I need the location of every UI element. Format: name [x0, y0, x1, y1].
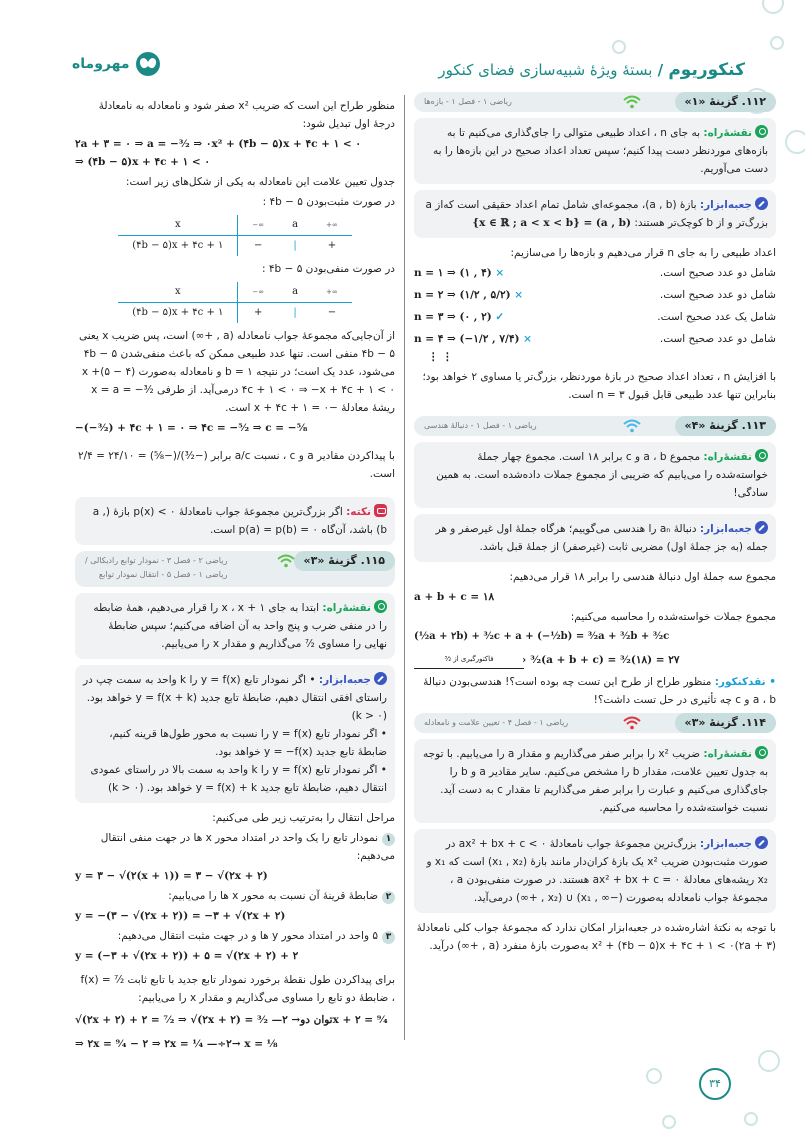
case-row [414, 286, 776, 304]
question-topic [85, 554, 227, 582]
sign-left: − [254, 240, 263, 251]
cross-icon: × [514, 289, 524, 301]
paragraph: در صورت منفی‌بودن ۴b − ۵ : [262, 263, 395, 275]
toolbox-item: • اگر نمودار تابع y = f(x) را k واحد به سمت چپ در راستای افقی انتقال دهیم، ضابطهٔ تابع جدید y = f(x + k) خواهد بود. (k > ۰) [83, 674, 387, 722]
equation-result: ³⁄₂(a + b + c) = ³⁄₂(۱۸) = ۲۷ [530, 654, 680, 666]
paragraph: برای پیداکردن طول نقطهٔ برخورد نمودار تابع جدید با تابع ثابت f(x) = ⁷⁄₂ ، ضابطهٔ دو تابع را مساوی می‌گذاریم و مقدار x را می‌یابیم: [80, 974, 395, 1004]
question-header-114 [414, 713, 776, 733]
roadmap-box [75, 593, 395, 659]
sign-right: − [327, 307, 337, 318]
location-pin-icon [755, 449, 768, 462]
logo-text: مهروماه [72, 56, 130, 72]
toolbox-box [414, 829, 776, 913]
roadmap-label: نقشهٔ‌راه: [703, 451, 752, 463]
pos-infinity: +∞ [312, 282, 352, 303]
equation: −(−³⁄₂) + ۴c + ۱ = ۰ ⇒ ۴c = −⁵⁄₂ ⇒ c = −⁵⁄₈ [75, 422, 308, 434]
paragraph: در صورت مثبت‌بودن ۴b − ۵ : [262, 196, 395, 208]
check-icon: ✓ [495, 311, 505, 323]
roadmap-box [414, 739, 776, 823]
question-number: ۱۱۴. گزینهٔ «۳» [675, 713, 776, 733]
paragraph: اعداد طبیعی را به جای n قرار می‌دهیم و بازه‌ها را می‌سازیم: [510, 247, 776, 259]
roadmap-text: ضریب x² را برابر صفر می‌گذاریم و مقدار a را می‌یابیم. با توجه به جدول تعیین علامت، مقدار b را مشخص می‌کنیم. سایر مقادیر a و b را جای‌گذاری می‌کنیم و عبارت را برابر صفر می‌گذاریم تا مقدار c به دست آید. نسبت خواسته‌شده را محاسبه می‌کنیم. [423, 748, 768, 814]
critic-label: • نقدکنکور: [714, 676, 776, 688]
right-column [414, 92, 776, 957]
cross-icon: × [523, 333, 532, 345]
equation: (½a + ۲b) + ³⁄₂c + a + (−½b) = ³⁄₂a + ³⁄₂b + ³⁄₂c [414, 631, 670, 642]
topic-line: ریاضی ۲ - فصل ۳ - نمودار توابع رادیکالی / [85, 556, 228, 565]
question-topic: ریاضی ۱ - فصل ۴ - تعیین علامت و نامعادله [424, 718, 569, 727]
critic-text: منظور طراح از طرح این تست چه بوده است؟! هندسی‌بودن دنبالهٔ a ، b و c چه تأثیری در حل تست داشت؟! [423, 676, 776, 706]
equation: فاکتورگیری از ³⁄₂ › ³⁄₂(a + b + c) = ³⁄₂(۱۸) = ۲۷ [414, 650, 776, 669]
question-number: ۱۱۳. گزینهٔ «۴» [675, 416, 776, 436]
step-number: ۳ [382, 931, 395, 944]
sign-table-x-label: x [118, 282, 238, 303]
decor-circle [662, 1115, 676, 1129]
question-header-113 [414, 416, 776, 436]
root-marker: | [293, 240, 297, 251]
critic-paragraph [414, 673, 776, 709]
equation: ⇒ ۲x = ⁹⁄₄ − ۲ ⇒ ۲x = ¼ —÷۲→ x = ⅛ [75, 1038, 278, 1050]
sign-left: + [254, 307, 263, 318]
question-number: ۱۱۲. گزینهٔ «۱» [675, 92, 776, 112]
decor-circle [770, 36, 784, 50]
location-pin-icon [755, 746, 768, 759]
roadmap-box [414, 118, 776, 184]
toolbox-label: جعبه‌ابزار: [318, 674, 371, 686]
paragraph: با پیداکردن مقادیر a و c ، نسبت a/c برابر (−³⁄₂)/(−⁵⁄₈) = ۲۴/۱۰ = ۲/۴ است. [77, 450, 395, 480]
header-brand: کنکوریوم [668, 60, 745, 80]
decor-circle [762, 0, 784, 14]
toolbox-math: (a , b) = {x ∈ ℝ ; a < x < b} [472, 217, 631, 229]
toolbox-item: • اگر نمودار تابع y = f(x) را k واحد به سمت بالا در راستای عمودی انتقال دهیم، ضابطهٔ تابع جدید y = f(x) + k خواهد بود. (k > ۰) [90, 764, 387, 794]
page-number: ۳۴ [699, 1068, 731, 1100]
toolbox-text: بزرگ‌ترین مجموعهٔ جواب نامعادلهٔ ax² + bx + c < ۰ در صورت مثبت‌بودن ضریب x² یک بازهٔ کران‌دار مانند بازهٔ (x₁ , x₂) است که x₁ و x₂ ریشه‌های معادلهٔ ax² + bx + c = ۰ هستند. در صورت منفی‌بودن a ، مجموعهٔ جواب نامعادله به‌صورت (−∞ , x₁) ∪ (x₂ , +∞) درمی‌آید. [426, 838, 768, 904]
roadmap-text: به جای n ، اعداد طبیعی متوالی را جای‌گذاری می‌کنیم تا به بازه‌های موردنظر دست پیدا کنیم؛ سپس تعداد اعداد صحیح در این بازه‌ها را به دست می‌آوریم. [432, 127, 768, 175]
location-pin-icon [755, 125, 768, 138]
root-label: a [278, 215, 312, 236]
question-header-112 [414, 92, 776, 112]
toolbox-box [75, 665, 395, 803]
decor-circle [744, 1112, 758, 1126]
toolbox-text: دنبالهٔ aₙ را هندسی می‌گوییم؛ هرگاه جملهٔ اول غیرصفر و هر جمله (به جز جملهٔ اول) مضربی ثابت (غیرصفر) از جملهٔ قبل باشد. [435, 523, 768, 553]
paragraph: مجموع جملات خواسته‌شده را محاسبه می‌کنیم: [570, 611, 776, 623]
page-header [438, 60, 745, 80]
wrench-icon [374, 672, 387, 685]
case-math: n = ۱ ⇒ (۱ , ۴) [414, 267, 492, 279]
roadmap-box [414, 442, 776, 508]
case-math: n = ۲ ⇒ (۱/۲ , ۵/۲) [414, 289, 511, 301]
step-text: ۵ واحد در امتداد محور y ها و در جهت مثبت انتقال می‌دهیم: [117, 930, 378, 942]
toolbox-text: بازهٔ (a , b)، مجموعه‌ای شامل تمام اعداد حقیقی است که‌از a بزرگ‌تر و از b کوچک‌تر هستند: [425, 199, 768, 229]
note-text: اگر بزرگ‌ترین مجموعهٔ جواب نامعادلهٔ p(x) < ۰ بازهٔ (a , b) باشد، آن‌گاه p(a) = p(b) = ۰ است. [92, 506, 387, 536]
roadmap-text: مجموع a ، b و c برابر ۱۸ است. مجموع چهار جملهٔ خواسته‌شده را می‌یابیم که ضریبی از مجموع جملات داده‌شده است. به همین سادگی! [436, 451, 768, 499]
roadmap-label: نقشهٔ‌راه: [703, 127, 752, 139]
butterfly-icon [136, 52, 160, 76]
cross-icon: × [495, 267, 505, 279]
roadmap-label: نقشهٔ‌راه: [322, 602, 371, 614]
location-pin-icon [374, 600, 387, 613]
toolbox-label: جعبه‌ابزار: [699, 523, 752, 535]
case-text: شامل دو عدد صحیح است. [659, 289, 776, 301]
equation: y = ۳ − √(۲(x + ۱)) = ۳ − √(۲x + ۲) [75, 870, 268, 882]
roadmap-label: نقشهٔ‌راه: [703, 748, 752, 760]
header-separator: / [652, 61, 669, 79]
case-math: n = ۳ ⇒ (۰ , ۲) [414, 311, 492, 323]
paragraph: با توجه به نکتهٔ اشاره‌شده در جعبه‌ابزار امکان ندارد که مجموعهٔ جواب کلی نامعادلهٔ (۲a + ۳)x² + (۴b − ۵)x + ۴c + ۱ < ۰ به‌صورت بازهٔ منفرد (a , +∞) درآید. [416, 922, 776, 952]
paragraph: با افزایش n ، تعداد اعداد صحیح در بازهٔ موردنظر، بزرگ‌تر یا مساوی ۲ خواهد بود؛ بنابراین تنها عدد طبیعی قابل قبول n = ۳ است. [422, 371, 776, 401]
pos-infinity: +∞ [312, 215, 352, 236]
equation: y = (−۳ + √(۲x + ۲)) + ۵ = √(۲x + ۲) + ۲ [75, 950, 299, 962]
decor-circle [758, 1050, 780, 1072]
toolbox-label: جعبه‌ابزار: [699, 199, 752, 211]
wrench-icon [755, 197, 768, 210]
publisher-logo [72, 52, 160, 76]
sign-table-positive [118, 215, 352, 256]
question-topic: ریاضی ۱ - فصل ۱ - دنبالهٔ هندسی [424, 421, 537, 430]
step [75, 887, 395, 905]
question-topic: ریاضی ۱ - فصل ۱ - بازه‌ها [424, 97, 512, 106]
difficulty-easy-icon [623, 95, 641, 109]
question-header-115 [75, 551, 395, 587]
sign-table-negative [118, 282, 352, 323]
sign-right: + [327, 240, 337, 251]
paragraph: مراحل انتقال را به‌ترتیب زیر طی می‌کنیم: [212, 812, 395, 824]
paragraph: منظور طراح این است که ضریب x² صفر شود و نامعادله به نامعادلهٔ درجهٔ اول تبدیل شود: [98, 100, 395, 130]
note-label: نکته: [346, 506, 371, 518]
column-divider [404, 95, 405, 1040]
paragraph: جدول تعیین علامت این نامعادله به یکی از شکل‌های زیر است: [125, 176, 395, 188]
roadmap-text: ابتدا به جای x ، x + ۱ را قرار می‌دهیم، همهٔ ضابطه را در منفی ضرب و پنج واحد به آن اضافه می‌کنیم؛ سپس ضابطهٔ نهایی را مساوی ⁷⁄₂ می‌گذاریم و مقدار x را می‌یابیم. [93, 602, 387, 650]
header-subtitle: بستهٔ ویژهٔ شبیه‌سازی فضای کنکور [438, 61, 653, 79]
case-row [414, 308, 776, 326]
root-marker: | [293, 307, 297, 318]
equation: y = −(۳ − √(۲x + ۲)) = −۳ + √(۲x + ۲) [75, 910, 286, 922]
question-number: ۱۱۵. گزینهٔ «۳» [294, 551, 395, 571]
case-row [414, 330, 776, 348]
equation: ⇒ (۴b − ۵)x + ۴c + ۱ < ۰ [75, 156, 211, 168]
case-math: n = ۴ ⇒ (−۱/۲ , ۷/۴) [414, 333, 520, 345]
speech-bubble-icon [374, 504, 387, 517]
step-number: ۲ [382, 891, 395, 904]
difficulty-medium-icon [623, 419, 641, 433]
difficulty-easy-icon [277, 554, 295, 568]
note-box [75, 497, 395, 545]
ellipsis: ⋮ ⋮ [428, 351, 453, 363]
paragraph: از آن‌جایی‌که مجموعهٔ جواب نامعادله (a , +∞) است، پس ضریب x یعنی ۴b − ۵ منفی است. تنها عدد طبیعی ممکن که باعث منفی‌شدن ۴b − ۵ می‌شود، عدد یک است؛ در نتیجه b = ۱ و نامعادله به‌صورت (۴ − ۵)x + ۴c + ۱ < ۰ ⇒ −x + ۴c + ۱ < ۰ درمی‌آید. از طرفی x = a = −³⁄₂ ریشهٔ معادلهٔ −x + ۴c + ۱ = ۰ است. [79, 330, 395, 414]
step [75, 927, 395, 945]
toolbox-label: جعبه‌ابزار: [699, 838, 752, 850]
topic-line: ریاضی ۱ - فصل ۵ - انتقال نمودار توابع [98, 570, 228, 579]
arrow-annotation: فاکتورگیری از ³⁄₂ [414, 650, 524, 669]
root-label: a [278, 282, 312, 303]
sign-table-x-label: x [118, 215, 238, 236]
toolbox-item: • اگر نمودار تابع y = f(x) را نسبت به محور طول‌ها قرینه کنیم، ضابطهٔ تابع جدید y = −f(x) خواهد بود. [109, 728, 387, 758]
equation: a + b + c = ۱۸ [414, 591, 495, 603]
step-text: ضابطهٔ قرینهٔ آن نسبت به محور x ها را می‌یابیم: [168, 890, 378, 902]
decor-circle [785, 130, 805, 154]
case-text: شامل دو عدد صحیح است. [659, 267, 776, 279]
sign-table-expr: (۴b − ۵)x + ۴c + ۱ [118, 303, 238, 324]
left-column [75, 95, 395, 1053]
paragraph: مجموع سه جملهٔ اول دنبالهٔ هندسی را برابر ۱۸ قرار می‌دهیم: [509, 571, 776, 583]
difficulty-hard-icon [623, 716, 641, 730]
step-number: ۱ [382, 833, 395, 846]
case-text: شامل یک عدد صحیح است. [657, 311, 776, 323]
decor-circle [612, 40, 626, 54]
equation: ۲a + ۳ = ۰ ⇒ a = −³⁄₂ ⇒ ۰x² + (۴b − ۵)x + ۴c + ۱ < ۰ [75, 138, 361, 150]
wrench-icon [755, 836, 768, 849]
step [75, 829, 395, 865]
step-text: نمودار تابع را یک واحد در امتداد محور x ها در جهت منفی انتقال می‌دهیم: [100, 832, 395, 862]
decor-circle [646, 1068, 662, 1084]
toolbox-box [414, 190, 776, 238]
case-text: شامل دو عدد صحیح است. [659, 333, 776, 345]
case-row [414, 264, 776, 282]
neg-infinity: −∞ [238, 282, 278, 303]
wrench-icon [755, 521, 768, 534]
toolbox-box [414, 514, 776, 562]
neg-infinity: −∞ [238, 215, 278, 236]
sign-table-expr: (۴b − ۵)x + ۴c + ۱ [118, 236, 238, 257]
equation: √(۲x + ۲) + ۲ = ⁷⁄₂ ⇒ √(۲x + ۲) = ³⁄₂ —توان دو→ ۲x + ۲ = ⁹⁄₄ [75, 1014, 388, 1026]
